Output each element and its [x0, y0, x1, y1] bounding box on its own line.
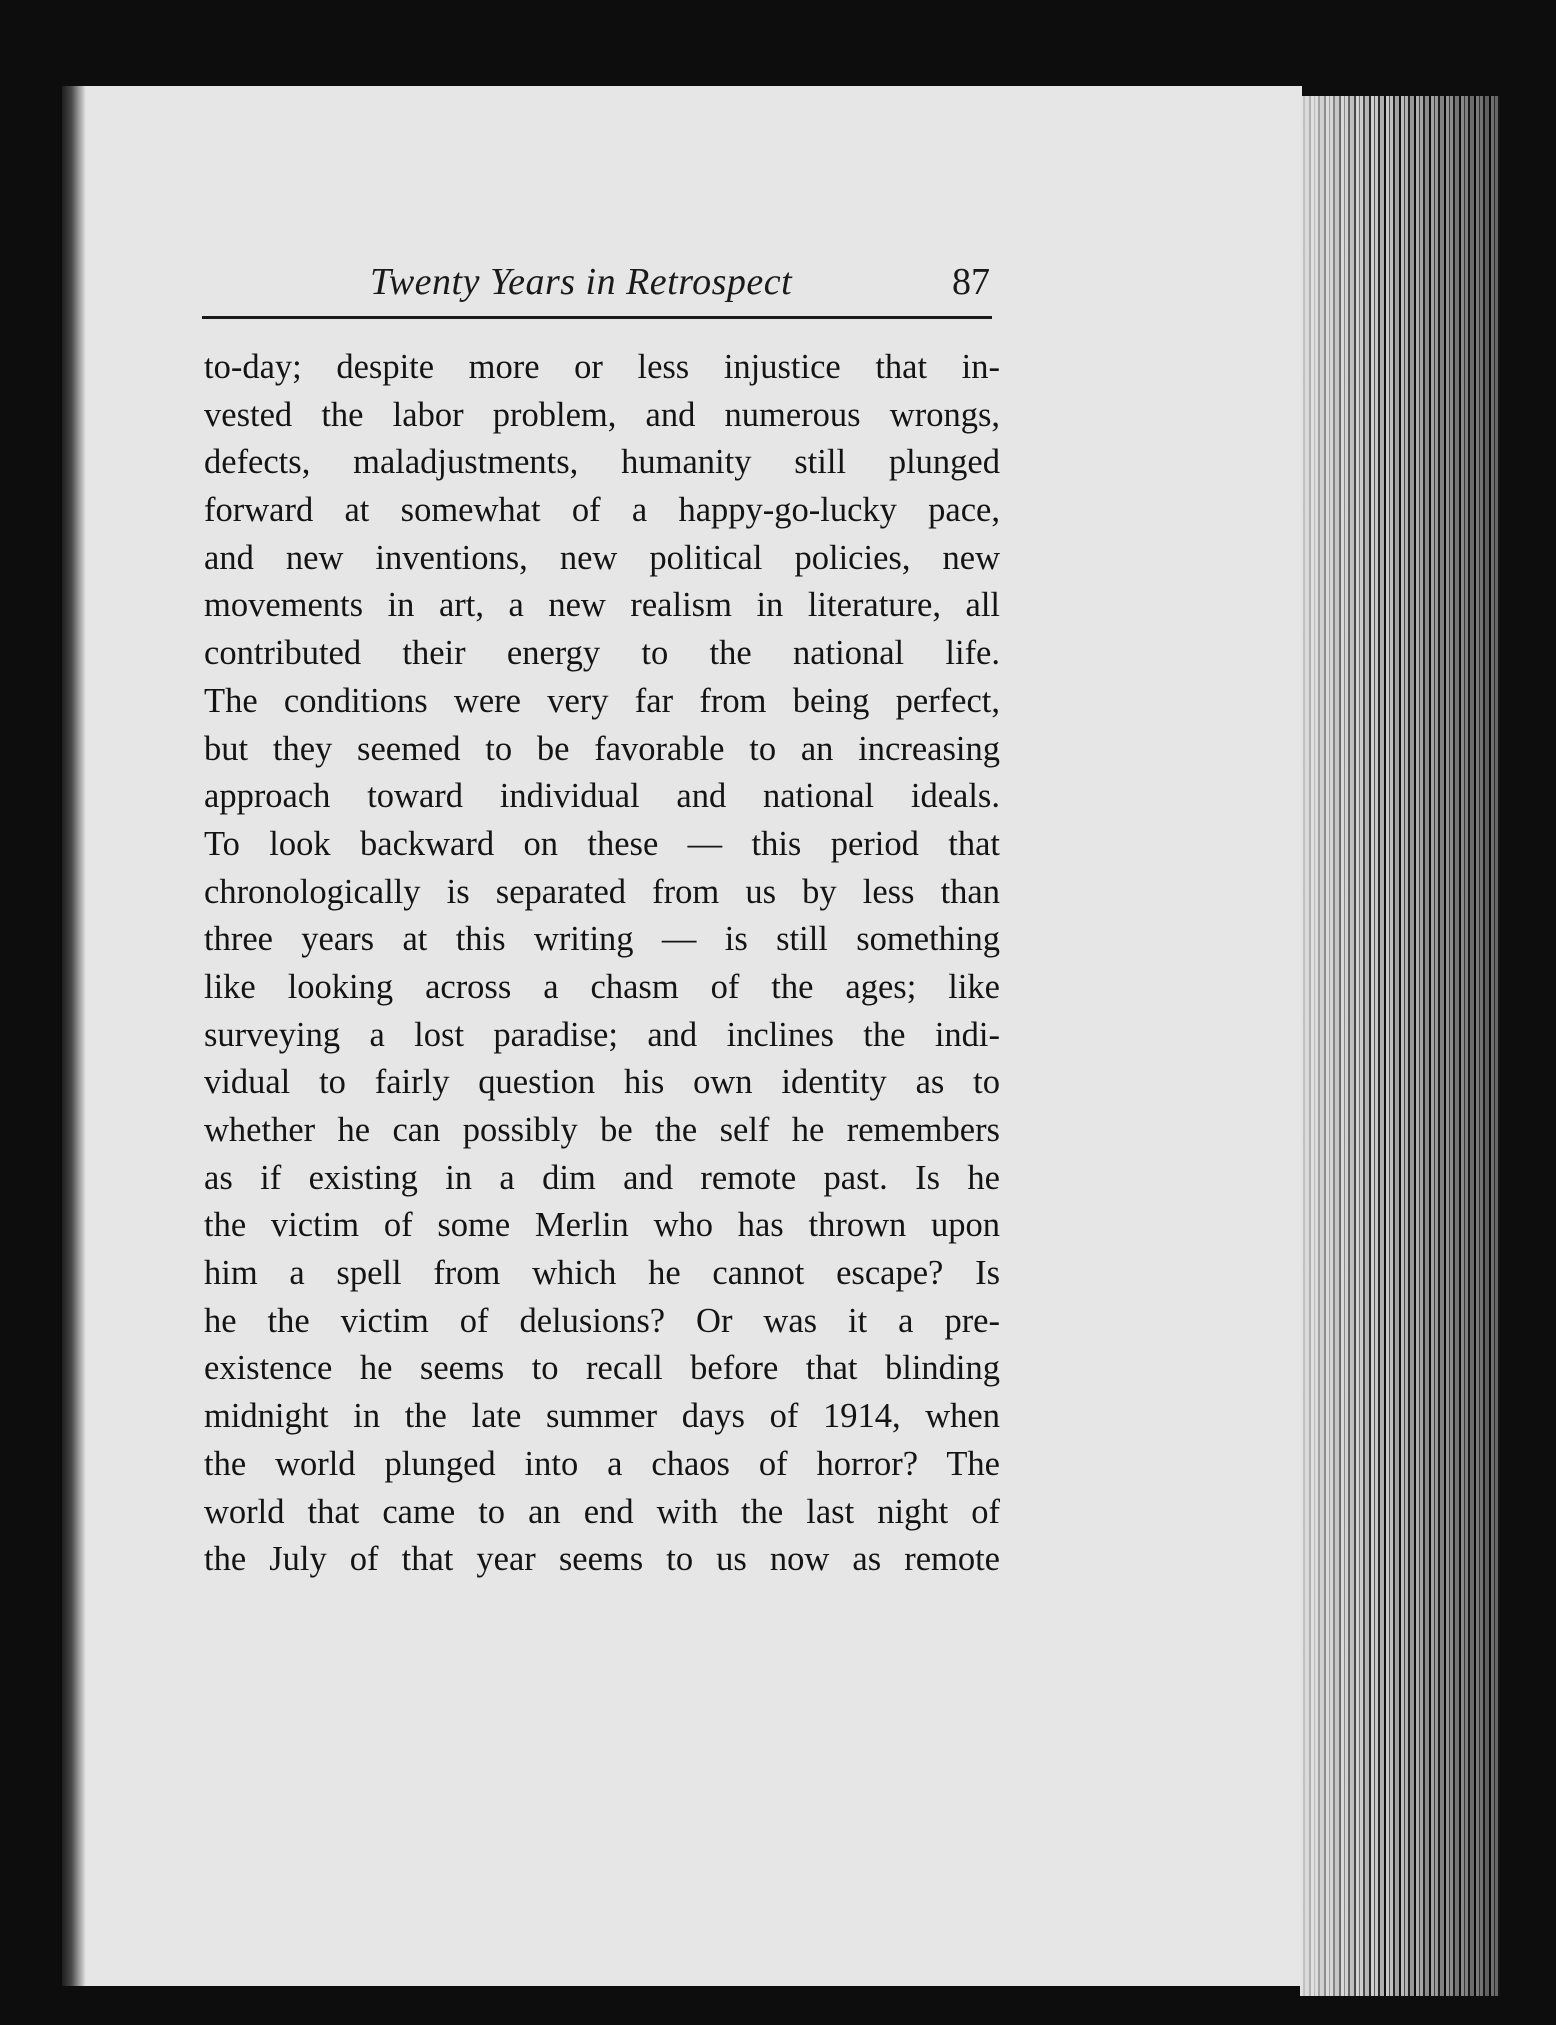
text-line: world that came to an end with the last night of — [204, 1492, 1000, 1531]
text-line: surveying a lost paradise; and inclines the indi- — [204, 1015, 1000, 1054]
text-line: approach toward individual and national ideals. — [204, 777, 1000, 816]
text-line: vidual to fairly question his own identity as to — [204, 1063, 1000, 1102]
text-line: him a spell from which he cannot escape? Is — [204, 1254, 1000, 1293]
text-line: as if existing in a dim and remote past. Is he — [204, 1158, 1000, 1197]
text-line: movements in art, a new realism in literature, all — [204, 586, 1000, 625]
text-line: midnight in the late summer days of 1914, when — [204, 1397, 1000, 1436]
text-line: contributed their energy to the national life. — [204, 634, 1000, 673]
text-line: the world plunged into a chaos of horror? The — [204, 1444, 1000, 1483]
text-line: chronologically is separated from us by less than — [204, 872, 1000, 911]
text-line: but they seemed to be favorable to an increasing — [204, 729, 1000, 768]
running-title: Twenty Years in Retrospect — [370, 261, 793, 303]
text-line: the victim of some Merlin who has thrown upon — [204, 1206, 1000, 1245]
text-line: existence he seems to recall before that blinding — [204, 1349, 1000, 1388]
text-line: forward at somewhat of a happy-go-lucky pace, — [204, 491, 1000, 530]
text-line: he the victim of delusions? Or was it a pre- — [204, 1301, 1000, 1340]
text-line: defects, maladjustments, humanity still plunged — [204, 443, 1000, 482]
text-line: whether he can possibly be the self he remembers — [204, 1111, 1000, 1149]
text-line: vested the labor problem, and numerous wrongs, — [204, 395, 1000, 434]
body-text — [204, 344, 1000, 1584]
running-header — [202, 256, 992, 319]
text-line: the July of that year seems to us now as remote — [204, 1540, 1000, 1579]
book-spine-shadow — [62, 86, 86, 1986]
text-line: To look backward on these — this period that — [204, 824, 1000, 863]
text-line: and new inventions, new political policies, new — [204, 538, 1000, 577]
page-edges-shading — [1300, 96, 1500, 1996]
text-line: The conditions were very far from being perfect, — [204, 681, 1000, 720]
text-line: to-day; despite more or less injustice that in- — [204, 348, 1000, 386]
text-line: like looking across a chasm of the ages; like — [204, 967, 1000, 1006]
text-line: three years at this writing — is still something — [204, 920, 1000, 959]
page-number: 87 — [952, 261, 990, 303]
